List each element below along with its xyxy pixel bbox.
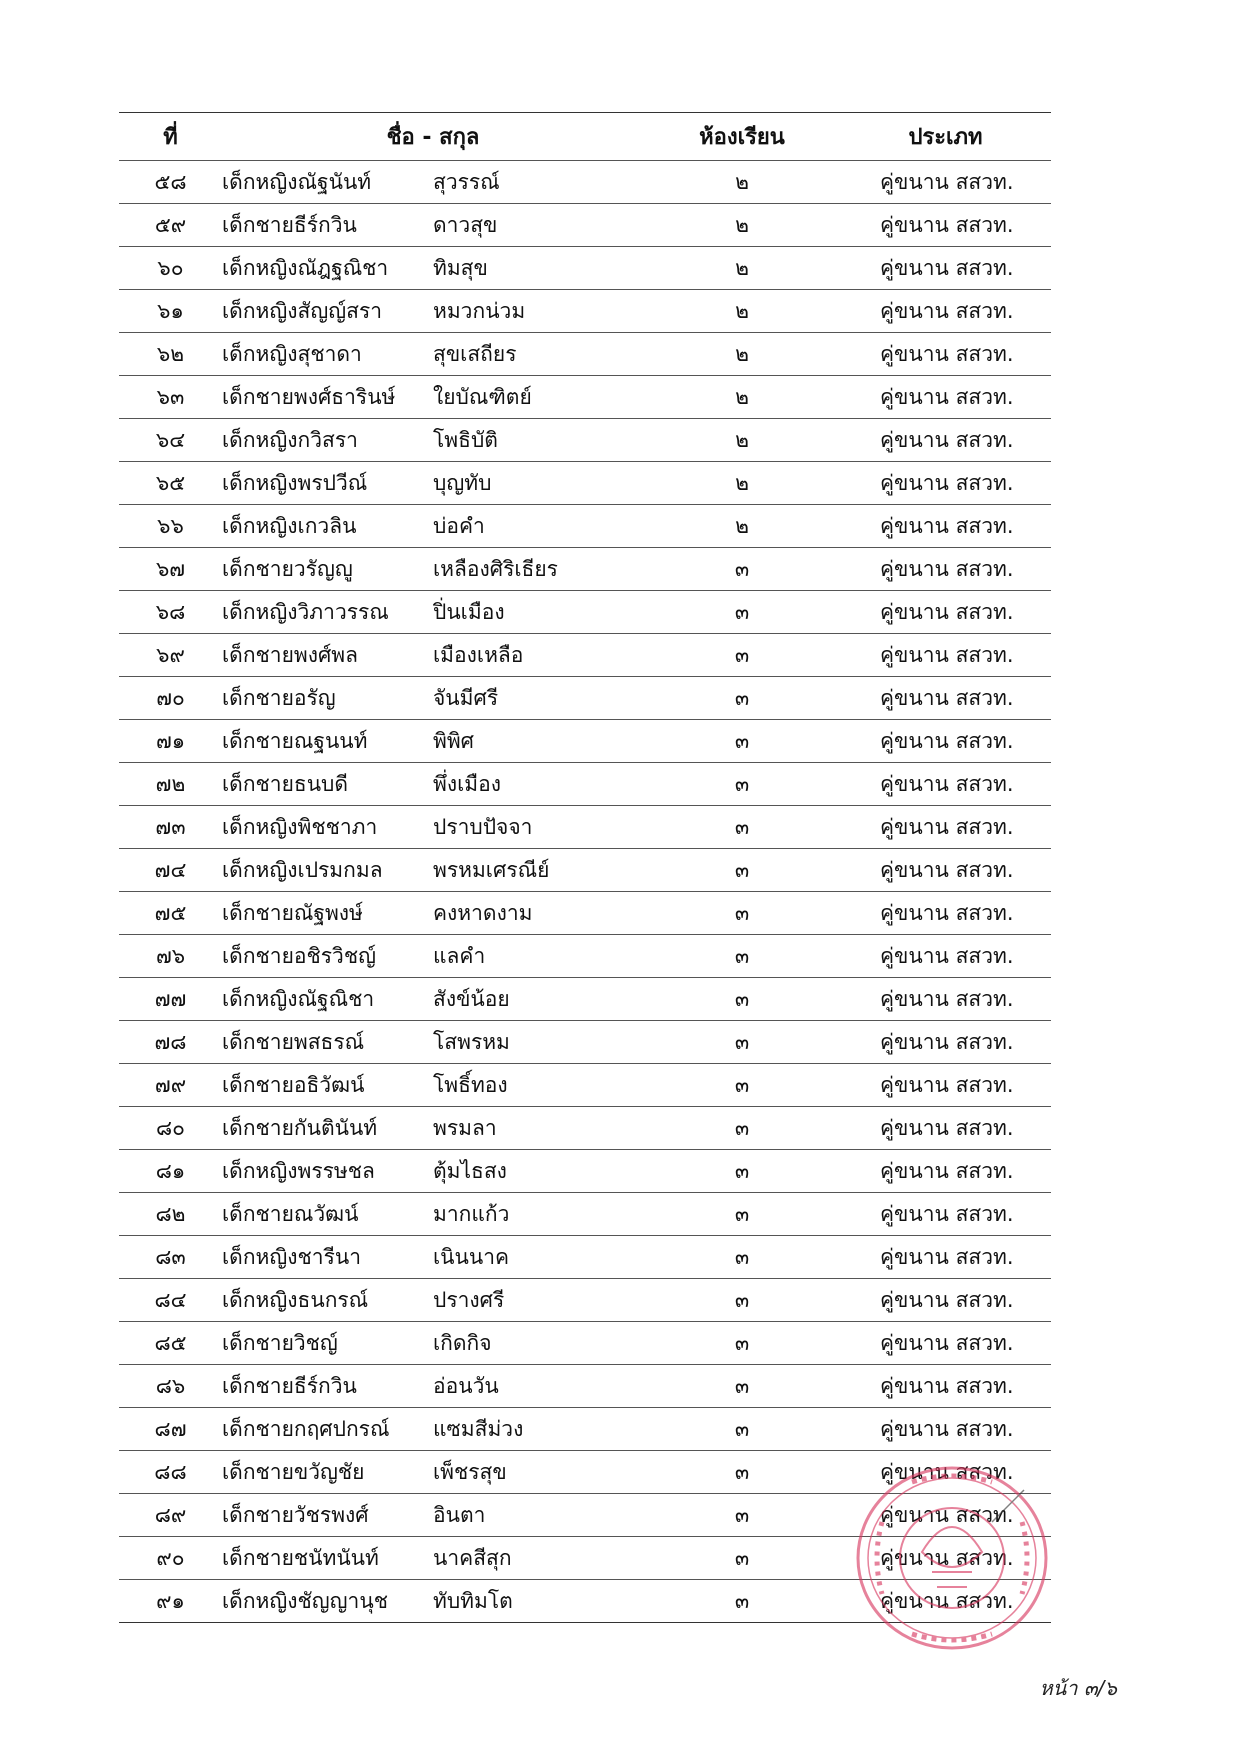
student-last-name: ใยบัณฑิตย์: [433, 376, 644, 419]
student-first-name: เด็กชายพงศ์ธารินษ์: [222, 376, 433, 419]
classroom: ๓: [644, 1322, 840, 1365]
table-row: [119, 1451, 1051, 1494]
program-type: คู่ขนาน สสวท.: [840, 1451, 1051, 1494]
student-first-name: เด็กหญิงกวิสรา: [222, 419, 433, 462]
classroom: ๓: [644, 849, 840, 892]
row-number: ๖๑: [119, 290, 222, 333]
row-number: ๕๘: [119, 161, 222, 204]
student-first-name: เด็กหญิงเกวลิน: [222, 505, 433, 548]
student-first-name: เด็กชายวรัญญู: [222, 548, 433, 591]
student-last-name: พึ่งเมือง: [433, 763, 644, 806]
table-row: [119, 290, 1051, 333]
header-name: ชื่อ - สกุล: [222, 113, 644, 161]
student-first-name: เด็กชายอรัญ: [222, 677, 433, 720]
student-roster-table: [119, 112, 1051, 1623]
program-type: คู่ขนาน สสวท.: [840, 806, 1051, 849]
program-type: คู่ขนาน สสวท.: [840, 849, 1051, 892]
student-first-name: เด็กหญิงณัฐนันท์: [222, 161, 433, 204]
table-row: [119, 247, 1051, 290]
row-number: ๗๗: [119, 978, 222, 1021]
row-number: ๘๒: [119, 1193, 222, 1236]
student-last-name: บุญทับ: [433, 462, 644, 505]
header-room: ห้องเรียน: [644, 113, 840, 161]
classroom: ๒: [644, 290, 840, 333]
table-row: [119, 1494, 1051, 1537]
row-number: ๖๔: [119, 419, 222, 462]
student-last-name: แซมสีม่วง: [433, 1408, 644, 1451]
student-last-name: สุวรรณ์: [433, 161, 644, 204]
student-first-name: เด็กชายกฤศปกรณ์: [222, 1408, 433, 1451]
program-type: คู่ขนาน สสวท.: [840, 1107, 1051, 1150]
program-type: คู่ขนาน สสวท.: [840, 1365, 1051, 1408]
program-type: คู่ขนาน สสวท.: [840, 419, 1051, 462]
table-row: [119, 548, 1051, 591]
student-first-name: เด็กชายพงศ์พล: [222, 634, 433, 677]
program-type: คู่ขนาน สสวท.: [840, 720, 1051, 763]
classroom: ๒: [644, 247, 840, 290]
student-last-name: เหลืองศิริเธียร: [433, 548, 644, 591]
student-last-name: ตุ้มไธสง: [433, 1150, 644, 1193]
program-type: คู่ขนาน สสวท.: [840, 1279, 1051, 1322]
row-number: ๗๕: [119, 892, 222, 935]
program-type: คู่ขนาน สสวท.: [840, 763, 1051, 806]
student-last-name: แลคำ: [433, 935, 644, 978]
student-last-name: เนินนาค: [433, 1236, 644, 1279]
table-row: [119, 1021, 1051, 1064]
classroom: ๓: [644, 978, 840, 1021]
student-last-name: มากแก้ว: [433, 1193, 644, 1236]
row-number: ๘๘: [119, 1451, 222, 1494]
row-number: ๖๕: [119, 462, 222, 505]
classroom: ๓: [644, 1236, 840, 1279]
program-type: คู่ขนาน สสวท.: [840, 1150, 1051, 1193]
student-first-name: เด็กชายอธิวัฒน์: [222, 1064, 433, 1107]
table-header-row: [119, 113, 1051, 161]
row-number: ๖๓: [119, 376, 222, 419]
row-number: ๖๒: [119, 333, 222, 376]
row-number: ๘๙: [119, 1494, 222, 1537]
program-type: คู่ขนาน สสวท.: [840, 1021, 1051, 1064]
classroom: ๓: [644, 763, 840, 806]
student-first-name: เด็กหญิงพิชชาภา: [222, 806, 433, 849]
program-type: คู่ขนาน สสวท.: [840, 935, 1051, 978]
program-type: คู่ขนาน สสวท.: [840, 1236, 1051, 1279]
student-last-name: ดาวสุข: [433, 204, 644, 247]
classroom: ๓: [644, 1365, 840, 1408]
student-last-name: นาคสีสุก: [433, 1537, 644, 1580]
student-last-name: อินตา: [433, 1494, 644, 1537]
header-no: ที่: [119, 113, 222, 161]
row-number: ๗๘: [119, 1021, 222, 1064]
program-type: คู่ขนาน สสวท.: [840, 290, 1051, 333]
program-type: คู่ขนาน สสวท.: [840, 1494, 1051, 1537]
classroom: ๓: [644, 1537, 840, 1580]
table-row: [119, 1322, 1051, 1365]
row-number: ๘๖: [119, 1365, 222, 1408]
program-type: คู่ขนาน สสวท.: [840, 1193, 1051, 1236]
student-first-name: เด็กชายธนบดี: [222, 763, 433, 806]
student-last-name: ทิมสุข: [433, 247, 644, 290]
program-type: คู่ขนาน สสวท.: [840, 892, 1051, 935]
student-first-name: เด็กหญิงชัญญานุช: [222, 1580, 433, 1623]
student-last-name: คงหาดงาม: [433, 892, 644, 935]
program-type: คู่ขนาน สสวท.: [840, 1408, 1051, 1451]
row-number: ๗๓: [119, 806, 222, 849]
classroom: ๓: [644, 1279, 840, 1322]
program-type: คู่ขนาน สสวท.: [840, 204, 1051, 247]
student-first-name: เด็กชายธีร์กวิน: [222, 1365, 433, 1408]
student-first-name: เด็กชายวัชรพงศ์: [222, 1494, 433, 1537]
student-last-name: หมวกน่วม: [433, 290, 644, 333]
table-row: [119, 1107, 1051, 1150]
program-type: คู่ขนาน สสวท.: [840, 677, 1051, 720]
student-last-name: บ่อคำ: [433, 505, 644, 548]
table-row: [119, 1580, 1051, 1623]
row-number: ๙๐: [119, 1537, 222, 1580]
student-first-name: เด็กชายชนัทนันท์: [222, 1537, 433, 1580]
table-row: [119, 1537, 1051, 1580]
classroom: ๓: [644, 1150, 840, 1193]
table-row: [119, 333, 1051, 376]
row-number: ๘๑: [119, 1150, 222, 1193]
table-row: [119, 462, 1051, 505]
student-last-name: พรหมเศรณีย์: [433, 849, 644, 892]
classroom: ๓: [644, 806, 840, 849]
program-type: คู่ขนาน สสวท.: [840, 333, 1051, 376]
student-first-name: เด็กหญิงธนกรณ์: [222, 1279, 433, 1322]
row-number: ๘๗: [119, 1408, 222, 1451]
program-type: คู่ขนาน สสวท.: [840, 247, 1051, 290]
classroom: ๓: [644, 1064, 840, 1107]
classroom: ๓: [644, 1451, 840, 1494]
classroom: ๒: [644, 376, 840, 419]
table-row: [119, 1365, 1051, 1408]
classroom: ๓: [644, 892, 840, 935]
student-last-name: จันมีศรี: [433, 677, 644, 720]
student-last-name: พรมลา: [433, 1107, 644, 1150]
row-number: ๗๙: [119, 1064, 222, 1107]
table-body: [119, 161, 1051, 1623]
row-number: ๘๕: [119, 1322, 222, 1365]
table-row: [119, 634, 1051, 677]
student-first-name: เด็กชายณัฐพงษ์: [222, 892, 433, 935]
student-last-name: เกิดกิจ: [433, 1322, 644, 1365]
student-last-name: เพ็ชรสุข: [433, 1451, 644, 1494]
student-first-name: เด็กชายธีร์กวิน: [222, 204, 433, 247]
classroom: ๓: [644, 1021, 840, 1064]
table-row: [119, 1193, 1051, 1236]
row-number: ๙๑: [119, 1580, 222, 1623]
student-last-name: เมืองเหลือ: [433, 634, 644, 677]
student-first-name: เด็กชายณฐนนท์: [222, 720, 433, 763]
row-number: ๗๑: [119, 720, 222, 763]
row-number: ๕๙: [119, 204, 222, 247]
program-type: คู่ขนาน สสวท.: [840, 462, 1051, 505]
student-first-name: เด็กชายขวัญชัย: [222, 1451, 433, 1494]
table-row: [119, 1236, 1051, 1279]
row-number: ๗๖: [119, 935, 222, 978]
program-type: คู่ขนาน สสวท.: [840, 376, 1051, 419]
student-first-name: เด็กชายพสธรณ์: [222, 1021, 433, 1064]
student-first-name: เด็กหญิงเปรมกมล: [222, 849, 433, 892]
student-last-name: ปราบปัจจา: [433, 806, 644, 849]
row-number: ๖๐: [119, 247, 222, 290]
student-first-name: เด็กชายณวัฒน์: [222, 1193, 433, 1236]
student-first-name: เด็กชายวิชญ์: [222, 1322, 433, 1365]
classroom: ๓: [644, 935, 840, 978]
classroom: ๒: [644, 505, 840, 548]
classroom: ๓: [644, 1494, 840, 1537]
table-row: [119, 849, 1051, 892]
program-type: คู่ขนาน สสวท.: [840, 505, 1051, 548]
student-last-name: ทับทิมโต: [433, 1580, 644, 1623]
table-row: [119, 591, 1051, 634]
table-row: [119, 935, 1051, 978]
student-first-name: เด็กหญิงณัฐณิชา: [222, 978, 433, 1021]
classroom: ๓: [644, 1580, 840, 1623]
program-type: คู่ขนาน สสวท.: [840, 978, 1051, 1021]
student-last-name: ปิ่นเมือง: [433, 591, 644, 634]
student-last-name: สังข์น้อย: [433, 978, 644, 1021]
student-first-name: เด็กชายกันตินันท์: [222, 1107, 433, 1150]
table-row: [119, 892, 1051, 935]
table-row: [119, 505, 1051, 548]
row-number: ๖๗: [119, 548, 222, 591]
table-row: [119, 677, 1051, 720]
classroom: ๓: [644, 591, 840, 634]
row-number: ๘๐: [119, 1107, 222, 1150]
table-row: [119, 720, 1051, 763]
student-last-name: ปรางศรี: [433, 1279, 644, 1322]
classroom: ๒: [644, 462, 840, 505]
classroom: ๒: [644, 161, 840, 204]
student-first-name: เด็กหญิงณัฎฐณิชา: [222, 247, 433, 290]
student-last-name: โพธิบัติ: [433, 419, 644, 462]
page-number: หน้า ๓/๖: [1039, 1676, 1117, 1700]
table-row: [119, 763, 1051, 806]
row-number: ๘๔: [119, 1279, 222, 1322]
classroom: ๒: [644, 333, 840, 376]
row-number: ๗๐: [119, 677, 222, 720]
program-type: คู่ขนาน สสวท.: [840, 1322, 1051, 1365]
table-row: [119, 1408, 1051, 1451]
table-row: [119, 419, 1051, 462]
student-first-name: เด็กหญิงสุชาดา: [222, 333, 433, 376]
student-last-name: โสพรหม: [433, 1021, 644, 1064]
classroom: ๓: [644, 677, 840, 720]
program-type: คู่ขนาน สสวท.: [840, 634, 1051, 677]
row-number: ๖๖: [119, 505, 222, 548]
program-type: คู่ขนาน สสวท.: [840, 591, 1051, 634]
student-first-name: เด็กหญิงวิภาวรรณ: [222, 591, 433, 634]
student-last-name: สุขเสถียร: [433, 333, 644, 376]
program-type: คู่ขนาน สสวท.: [840, 548, 1051, 591]
student-first-name: เด็กหญิงสัญญ์สรา: [222, 290, 433, 333]
table-row: [119, 806, 1051, 849]
header-type: ประเภท: [840, 113, 1051, 161]
table-row: [119, 978, 1051, 1021]
student-first-name: เด็กชายอชิรวิชญ์: [222, 935, 433, 978]
student-last-name: อ่อนวัน: [433, 1365, 644, 1408]
row-number: ๗๒: [119, 763, 222, 806]
row-number: ๘๓: [119, 1236, 222, 1279]
classroom: ๓: [644, 1107, 840, 1150]
table-row: [119, 1279, 1051, 1322]
program-type: คู่ขนาน สสวท.: [840, 1537, 1051, 1580]
program-type: คู่ขนาน สสวท.: [840, 161, 1051, 204]
program-type: คู่ขนาน สสวท.: [840, 1580, 1051, 1623]
classroom: ๓: [644, 548, 840, 591]
classroom: ๒: [644, 419, 840, 462]
table-row: [119, 1150, 1051, 1193]
student-last-name: พิพิศ: [433, 720, 644, 763]
row-number: ๗๔: [119, 849, 222, 892]
row-number: ๖๙: [119, 634, 222, 677]
classroom: ๒: [644, 204, 840, 247]
classroom: ๓: [644, 1193, 840, 1236]
classroom: ๓: [644, 720, 840, 763]
student-first-name: เด็กหญิงชารีนา: [222, 1236, 433, 1279]
student-last-name: โพธิ์ทอง: [433, 1064, 644, 1107]
classroom: ๓: [644, 1408, 840, 1451]
student-first-name: เด็กหญิงพรรษชล: [222, 1150, 433, 1193]
table-row: [119, 161, 1051, 204]
table-row: [119, 376, 1051, 419]
table-row: [119, 204, 1051, 247]
row-number: ๖๘: [119, 591, 222, 634]
table-row: [119, 1064, 1051, 1107]
student-first-name: เด็กหญิงพรปวีณ์: [222, 462, 433, 505]
classroom: ๓: [644, 634, 840, 677]
program-type: คู่ขนาน สสวท.: [840, 1064, 1051, 1107]
